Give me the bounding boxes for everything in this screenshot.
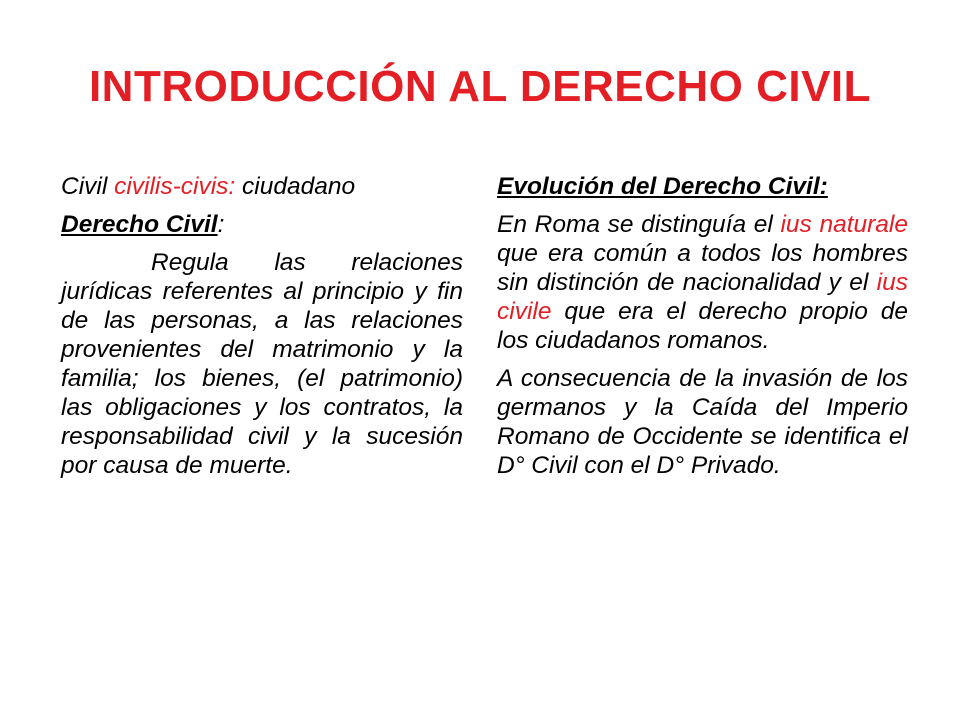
definition-paragraph: Regula las relaciones jurídicas referentes al principio y fin de las personas, a las relaciones provenientes del matrimonio y la familia; los bienes, (el patrimonio) las obligaciones y los contratos, la responsabilidad civil y la sucesión por causa de muerte. bbox=[61, 249, 463, 479]
etymology-line bbox=[61, 172, 463, 201]
etymology-meaning: ciudadano bbox=[242, 173, 356, 200]
derecho-civil-heading: Derecho Civil bbox=[61, 211, 218, 238]
etymology-root: civilis-civis: bbox=[114, 173, 236, 200]
derecho-civil-heading-line bbox=[61, 210, 463, 239]
rome-text-b: que era común a todos los hombres sin distinción de nacionalidad y el bbox=[497, 240, 908, 296]
right-column bbox=[497, 172, 908, 489]
term-ius-naturale: ius naturale bbox=[780, 211, 909, 238]
slide-title: INTRODUCCIÓN AL DERECHO CIVIL bbox=[88, 62, 872, 111]
rome-text-a: En Roma se distinguía el bbox=[497, 211, 773, 238]
heading-colon: : bbox=[217, 211, 225, 238]
rome-text-c: que era el derecho propio de los ciudadanos romanos. bbox=[497, 298, 908, 354]
rome-paragraph bbox=[497, 210, 908, 355]
evolution-heading: Evolución del Derecho Civil: bbox=[497, 173, 828, 200]
etymology-word: Civil bbox=[61, 173, 108, 200]
term-ius-civile: ius civile bbox=[497, 269, 908, 325]
left-column bbox=[61, 172, 463, 489]
invasion-paragraph: A consecuencia de la invasión de los germanos y la Caída del Imperio Romano de Occidente se identifica el D° Civil con el D° Privado. bbox=[497, 365, 908, 479]
